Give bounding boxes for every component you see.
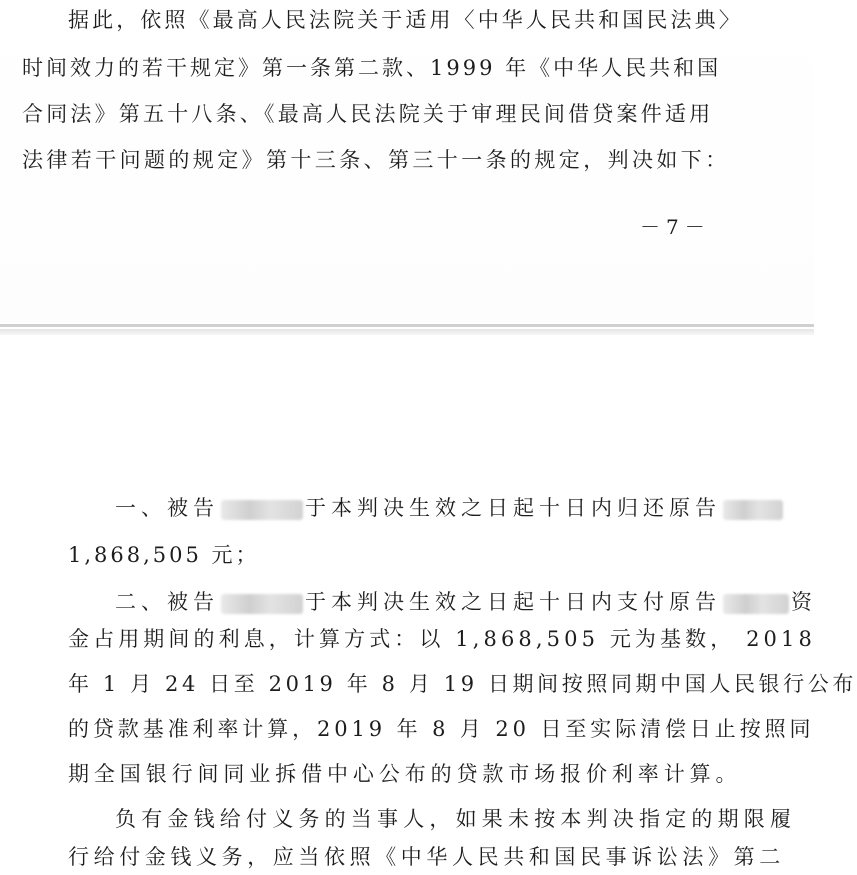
notice-line: 行给付金钱义务，应当依照《中华人民共和国民事诉讼法》第二 [68, 845, 785, 869]
item-1-text: 于本判决生效之日起十日内归还原告 [305, 496, 721, 520]
redacted-plaintiff-name [723, 594, 789, 614]
redacted-defendant-name [221, 500, 303, 520]
judgment-item-2-line: 金占用期间的利息，计算方式：以 1,868,505 元为基数， 2018 [68, 627, 816, 651]
judgment-item-2-line: 期全国银行间同业拆借中心公布的贷款市场报价利率计算。 [68, 762, 742, 786]
page-number: －7－ [640, 215, 711, 239]
judgment-item-2-line: 的贷款基准利率计算，2019 年 8 月 20 日至实际清偿日止按照同 [68, 717, 815, 741]
page-shadow [0, 329, 814, 335]
judgment-item-2-line: 年 1 月 24 日至 2019 年 8 月 19 日期间按照同期中国人民银行公布 [68, 672, 857, 696]
redacted-defendant-name [221, 594, 303, 614]
item-2-text: 于本判决生效之日起十日内支付原告 [305, 590, 721, 614]
item-2-prefix: 二、被告 [115, 590, 219, 614]
text-line: 法律若干问题的规定》第十三条、第三十一条的规定，判决如下： [22, 148, 730, 172]
text-line: 合同法》第五十八条、《最高人民法院关于审理民间借贷案件适用 [22, 102, 714, 126]
text-line: 据此，依照《最高人民法院关于适用〈中华人民共和国民法典〉 [68, 8, 743, 32]
judgment-item-2 [115, 585, 835, 619]
previous-page [0, 0, 814, 322]
item-1-prefix: 一、被告 [115, 496, 219, 520]
notice-line: 负有金钱给付义务的当事人，如果未按本判决指定的期限履 [115, 807, 797, 831]
redacted-plaintiff-name [723, 500, 783, 520]
page-separator [0, 322, 814, 344]
judgment-item-1 [115, 491, 835, 525]
text-line: 时间效力的若干规定》第一条第二款、1999 年《中华人民共和国 [22, 56, 722, 80]
page-edge-line [0, 324, 814, 327]
judgment-item-1-amount: 1,868,505 元； [68, 543, 260, 567]
item-2-suffix: 资 [791, 590, 817, 614]
